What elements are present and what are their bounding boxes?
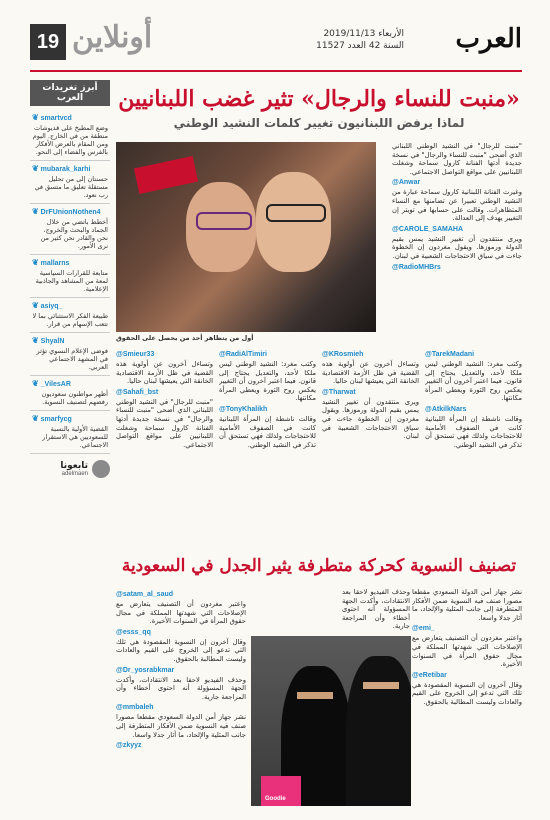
column-text: واعتبر مغردون أن التصنيف يتعارض مع الإصلاحات التي شهدتها المملكة في مجال حقوق المرأة في السنوات الأخيرة. [412,634,522,669]
tweet-handle[interactable]: @mmbaleh [116,704,154,712]
avatar [92,460,110,478]
column-text: واعتبر مغردون أن التصنيف يتعارض مع الإصلاحات التي شهدتها المملكة في مجال حقوق المرأة في السنوات الأخيرة. [116,600,246,626]
page-number: 19 [30,24,66,60]
article1-columns [116,348,522,548]
tweet-handle[interactable]: ❦ _VilesAR [32,379,71,388]
article2-headline: تصنيف النسوية كحركة متطرفة يثير الجدل في السعودية [121,556,517,576]
twitter-icon: ❦ [32,164,39,173]
tweet-handle[interactable]: @RadiAlTimiri [219,351,267,358]
tweet-text: طبيعة الفكر الاستثنائي بما لا تتعب الإسهام من قرار. [32,312,108,328]
column-text: وتساءل آخرون عن أولوية هذه القضية في ظل الأزمة الاقتصادية الخانقة التي يعيشها لبنان حاليا. [116,360,213,386]
tweet-handle[interactable]: @eRetibar [412,671,447,679]
tweet-text: القضية الأولية بالنسبة للسعوديين هي الاستقرار الاجتماعي. [42,425,108,449]
text-column [342,588,410,634]
tweet-text: وضع المطبخ على قديوشات منطقة من في الخارج. اليوم ومن المقام بالعرض الأفكار بالفرس والفضاء إلى النحو. [32,124,108,156]
tweet-handle[interactable]: @emi_ [412,625,435,633]
tweet-handle[interactable]: ❦ DrFUnionNothen4 [32,207,101,216]
tweet-text: فوضى الإعلام النسوي تؤثر في المشهد الاجتماعي العربي. [36,347,108,371]
tweet-text: متابعة للقرارات السياسية لمعة من المشاهد والجاذبية الإعلامية. [35,269,108,293]
column-text: نشر جهاز أمن الدولة السعودي مقطعا مصورا صنف فيه النسوية ضمن الأفكار المتطرفة إلى جانب المثلية والإلحاد، ما أثار جدلا واسعا. [412,588,522,622]
tweet-handle[interactable]: @esss_qq [116,628,151,636]
article1-headline: «منبت للنساء والرجال» تثير غضب اللبنانيين [118,86,520,112]
text-column [116,588,246,806]
issue-meta [316,28,404,52]
author-email[interactable]: adelmaen [61,471,88,477]
column-text: وتساءل آخرون عن أولوية هذه القضية في ظل الأزمة الاقتصادية الخانقة التي يعيشها لبنان حاليا. [322,360,419,386]
tweet-handle[interactable]: ❦ smarfycg [32,414,72,423]
column-text: "منبت للرجال" في النشيد الوطني اللبناني الذي أضحى "منبت للنساء والرجال" في نسخة جديدة أدتها الفنانة كارول سماحة وشغلت اللبنانيين على مواقع التواصل الاجتماعي. [116,397,213,449]
tweet-handle[interactable]: ❦ asiyq_ [32,301,63,310]
author-name: تابعونا [60,461,88,471]
flag-shape [134,156,198,194]
issue-number: السنة 42 العدد 11527 [316,41,404,51]
column-text: وقالت ناشطة إن المرأة اللبنانية كانت في الصفوف الأمامية للاحتجاجات ولذلك فهي تستحق أن تذكر في النشيد الوطني. [425,414,522,449]
twitter-icon: ❦ [32,379,39,388]
column-text: وحذف الفيديو لاحقا بعد الانتقادات، وأكدت الجهة المسؤولة أنه احتوى أخطاء وأن المراجعة جارية. [116,675,246,701]
article2-columns [116,588,522,806]
sidebar-title: أبرز تغريدات العرب [30,80,110,106]
tweet-handle[interactable]: @TonyKhalikh [219,405,268,413]
article1-body: ويرى منتقدون أن تغيير النشيد يمس بقيم الدولة ورموزها. ويقول مغردون إن الخطوة جاءت في سياق الاحتجاجات الشعبية في لبنان. [392,234,522,260]
tweet-handle[interactable]: @Dr_yosrabkmar [116,666,175,674]
column-text: وقالت ناشطة إن المرأة اللبنانية كانت في الصفوف الأمامية للاحتجاجات ولذلك فهي تستحق أن تذكر في النشيد الوطني. [219,414,316,449]
tweet-handle[interactable]: ❦ mubarak_karhi [32,164,91,173]
section-title: أونلاين [72,20,153,55]
tweet-handle[interactable]: @TarekMadani [425,351,475,358]
tweet-handle[interactable]: ❦ smartvcd [32,113,72,122]
twitter-icon: ❦ [32,301,39,310]
tweets-sidebar [30,80,110,806]
face-shape [256,172,331,272]
glasses-shape [196,212,252,230]
article1-photo [116,142,376,332]
article1-lead: "منبت للرجال" في النشيد الوطني اللبناني الذي أضحى "منبت للنساء والرجال" في نسخة جديدة أدتها الفنانة كارول سماحة وشغلت اللبنانيين على مواقع التواصل الاجتماعي. [392,142,522,176]
tweet-handle[interactable]: @Sahafi_bst [116,388,159,396]
article1-subhead: لماذا يرفض اللبنانيون تغيير كلمات النشيد الوطني [173,116,465,130]
tweet-text: أظهر مواطنون سعوديون رفضهم لتصنيف النسوية. [41,390,108,406]
tweet-handle[interactable]: @RadioMHBrs [392,263,441,271]
issue-date: الأربعاء 2019/11/13 [323,29,404,39]
column-text: نشر جهاز أمن الدولة السعودي مقطعا مصورا صنف فيه النسوية ضمن الأفكار المتطرفة إلى جانب المثلية والإلحاد، ما أثار جدلا واسعا. [116,713,246,739]
text-column [412,588,522,806]
page-header [30,18,522,72]
text-column [219,348,316,548]
main-content [116,80,522,806]
tweet-handle[interactable]: @satam_al_saud [116,591,174,598]
brand-logo: العرب [455,24,522,54]
text-column [322,348,419,548]
tweet-handle[interactable]: @zkyyz [116,742,142,750]
tweet-handle[interactable]: @KRosmieh [322,351,364,358]
tweet-item [30,161,110,204]
tweet-item [30,255,110,298]
article1-body: وغيرت الفنانة اللبنانية كارول سماحة عبارة من النشيد الوطني تعبيرا عن تضامنها مع النساء المتظاهرات. وقالت على حسابها في تويتر إن التغيير يهدف إلى العدالة. [392,188,522,223]
column-text: وكتب مغرد: النشيد الوطني ليس ملكا لأحد، والتعديل يحتاج إلى قانون. فيما اعتبر آخرون أن التغيير يعكس روح الثورة ويعطي المرأة مكانتها. [425,360,522,403]
column-text: وكتب مغرد: النشيد الوطني ليس ملكا لأحد، والتعديل يحتاج إلى قانون. فيما اعتبر آخرون أن التغيير يعكس روح الثورة ويعطي المرأة مكانتها. [219,360,316,403]
tweet-item [30,204,110,255]
tweet-item [30,110,110,161]
tweet-item [30,411,110,454]
twitter-icon: ❦ [32,207,39,216]
text-column [116,348,213,548]
article1-right-column [392,142,522,273]
column-text: وحذف الفيديو لاحقا بعد الانتقادات، وأكدت الجهة المسؤولة أنه احتوى أخطاء وأن المراجعة جارية. [342,588,410,631]
twitter-icon: ❦ [32,113,39,122]
tweet-handle[interactable]: @Tharwat [322,388,356,396]
glasses-shape [266,204,326,222]
tweet-handle[interactable]: @Smieur33 [116,351,155,358]
tweet-item [30,298,110,333]
twitter-icon: ❦ [32,414,39,423]
text-column [425,348,522,548]
tweet-handle[interactable]: ❦ mallarns [32,258,70,267]
tweet-handle[interactable]: ❦ ShyalN [32,336,65,345]
author-box [30,460,110,478]
tweet-item [30,376,110,411]
column-text: وقال آخرون إن النسوية المقصودة هي تلك التي تدعو إلى الخروج على القيم والعادات وليست المطالبة بالحقوق. [412,680,522,706]
column-text: ويرى منتقدون أن تغيير النشيد يمس بقيم الدولة ورموزها. ويقول مغردون إن الخطوة جاءت في سياق الاحتجاجات الشعبية في لبنان. [322,397,419,441]
column-text: وقال آخرون إن النسوية المقصودة هي تلك التي تدعو إلى الخروج على القيم والعادات وليست المطالبة بالحقوق. [116,637,246,663]
tweet-handle[interactable]: @AtkilkNars [425,405,467,413]
tweet-handle[interactable]: @Anwar [392,179,421,187]
bag-label: Goodie [265,796,286,802]
twitter-icon: ❦ [32,336,39,345]
tweet-text: حسنتان إلى من تحليل مستقلة تعليق ما متسق في رب نعود. [34,175,108,199]
tweet-text: أخطط باتضي من خلال الجماد والبحث والخروج، نحن والقادر نحن كثير من نرى الأمور. [40,218,108,250]
tweet-handle[interactable]: @CAROLE_SAMAHA [392,225,463,233]
tweet-item [30,333,110,376]
twitter-icon: ❦ [32,258,39,267]
photo-caption: أول من يتظاهر أحد من يحصل على الحقوق [116,334,254,342]
